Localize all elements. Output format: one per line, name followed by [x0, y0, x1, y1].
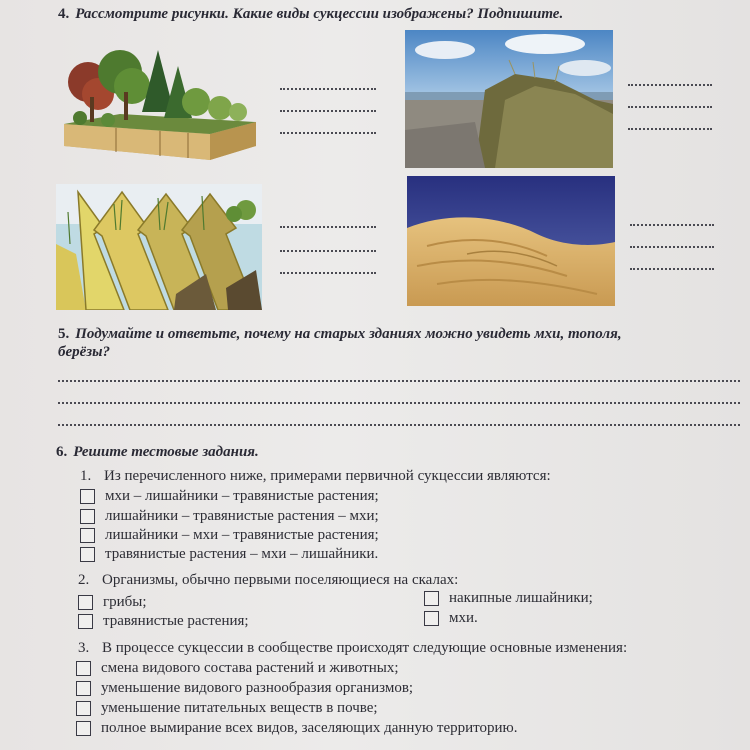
answer-line[interactable] — [628, 128, 712, 130]
option-label: уменьшение питательных веществ в почве; — [101, 700, 378, 716]
test-item-number: 2. — [78, 572, 90, 588]
test-item-1-option-3[interactable] — [80, 527, 379, 544]
test-item-3-option-3[interactable] — [76, 700, 378, 717]
answer-line[interactable] — [58, 424, 740, 426]
test-item-2-option-4[interactable] — [424, 610, 478, 627]
test-item-1-question — [80, 468, 551, 485]
option-label: накипные лишайники; — [449, 590, 593, 606]
option-label: полное вымирание всех видов, заселяющих данную территорию. — [101, 720, 518, 736]
answer-line[interactable] — [58, 402, 740, 404]
test-item-2-option-1[interactable] — [78, 594, 147, 611]
answer-checkbox[interactable] — [76, 681, 91, 696]
answer-checkbox[interactable] — [424, 611, 439, 626]
option-label: мхи – лишайники – травянистые растения; — [105, 488, 379, 504]
question-4-title — [58, 6, 563, 23]
test-item-number: 1. — [80, 468, 92, 484]
question-4-number: 4. — [58, 6, 70, 22]
option-label: мхи. — [449, 610, 478, 626]
answer-line[interactable] — [630, 246, 714, 248]
test-item-3-question — [78, 640, 627, 657]
sand-dunes-photo — [407, 176, 615, 306]
answer-line[interactable] — [628, 84, 712, 86]
option-label: лишайники – травянистые растения – мхи; — [105, 508, 379, 524]
answer-line[interactable] — [280, 88, 376, 90]
test-item-1-option-2[interactable] — [80, 508, 379, 525]
question-4-text: Рассмотрите рисунки. Какие виды сукцессии изображены? Подпишите. — [75, 6, 564, 22]
answer-line[interactable] — [630, 224, 714, 226]
question-5-title-line2: берёзы? — [58, 344, 111, 360]
answer-line[interactable] — [630, 268, 714, 270]
test-item-3-option-4[interactable] — [76, 720, 517, 737]
answer-line[interactable] — [280, 272, 376, 274]
question-5-number: 5. — [58, 326, 70, 342]
option-label: грибы; — [103, 594, 147, 610]
answer-line[interactable] — [280, 250, 376, 252]
answer-checkbox[interactable] — [76, 701, 91, 716]
test-item-1-option-1[interactable] — [80, 488, 379, 505]
test-item-2-option-2[interactable] — [78, 613, 249, 630]
answer-checkbox[interactable] — [78, 614, 93, 629]
question-6-text: Решите тестовые задания. — [73, 444, 259, 460]
option-label: травянистые растения; — [103, 613, 249, 629]
test-item-text: Из перечисленного ниже, примерами первичной сукцессии являются: — [104, 468, 551, 484]
test-item-number: 3. — [78, 640, 90, 656]
option-label: травянистые растения – мхи – лишайники. — [105, 546, 379, 562]
option-label: смена видового состава растений и животных; — [101, 660, 399, 676]
answer-checkbox[interactable] — [424, 591, 439, 606]
test-item-2-question — [78, 572, 458, 589]
answer-line[interactable] — [58, 380, 740, 382]
test-item-3-option-2[interactable] — [76, 680, 413, 697]
answer-checkbox[interactable] — [80, 489, 95, 504]
answer-line[interactable] — [280, 110, 376, 112]
answer-checkbox[interactable] — [76, 721, 91, 736]
question-5-title — [58, 326, 622, 343]
option-label: лишайники – мхи – травянистые растения; — [105, 527, 379, 543]
option-label: уменьшение видового разнообразия организмов; — [101, 680, 414, 696]
answer-checkbox[interactable] — [76, 661, 91, 676]
test-item-3-option-1[interactable] — [76, 660, 399, 677]
forest-succession-illustration — [60, 42, 260, 174]
test-item-2-option-3[interactable] — [424, 590, 593, 607]
answer-line[interactable] — [280, 226, 376, 228]
answer-checkbox[interactable] — [78, 595, 93, 610]
test-item-1-option-4[interactable] — [80, 546, 378, 563]
question-6-number: 6. — [56, 444, 68, 460]
test-item-text: Организмы, обычно первыми поселяющиеся на скалах: — [102, 572, 459, 588]
question-5-text-line1: Подумайте и ответьте, почему на старых зданиях можно увидеть мхи, тополя, — [75, 326, 622, 342]
answer-checkbox[interactable] — [80, 547, 95, 562]
test-item-text: В процессе сукцессии в сообществе происходят следующие основные изменения: — [102, 640, 628, 656]
lake-overgrowth-illustration — [56, 184, 262, 310]
answer-line[interactable] — [628, 106, 712, 108]
dune-grass-photo — [405, 30, 613, 168]
answer-checkbox[interactable] — [80, 509, 95, 524]
answer-line[interactable] — [280, 132, 376, 134]
question-6-title — [56, 444, 259, 461]
answer-checkbox[interactable] — [80, 528, 95, 543]
